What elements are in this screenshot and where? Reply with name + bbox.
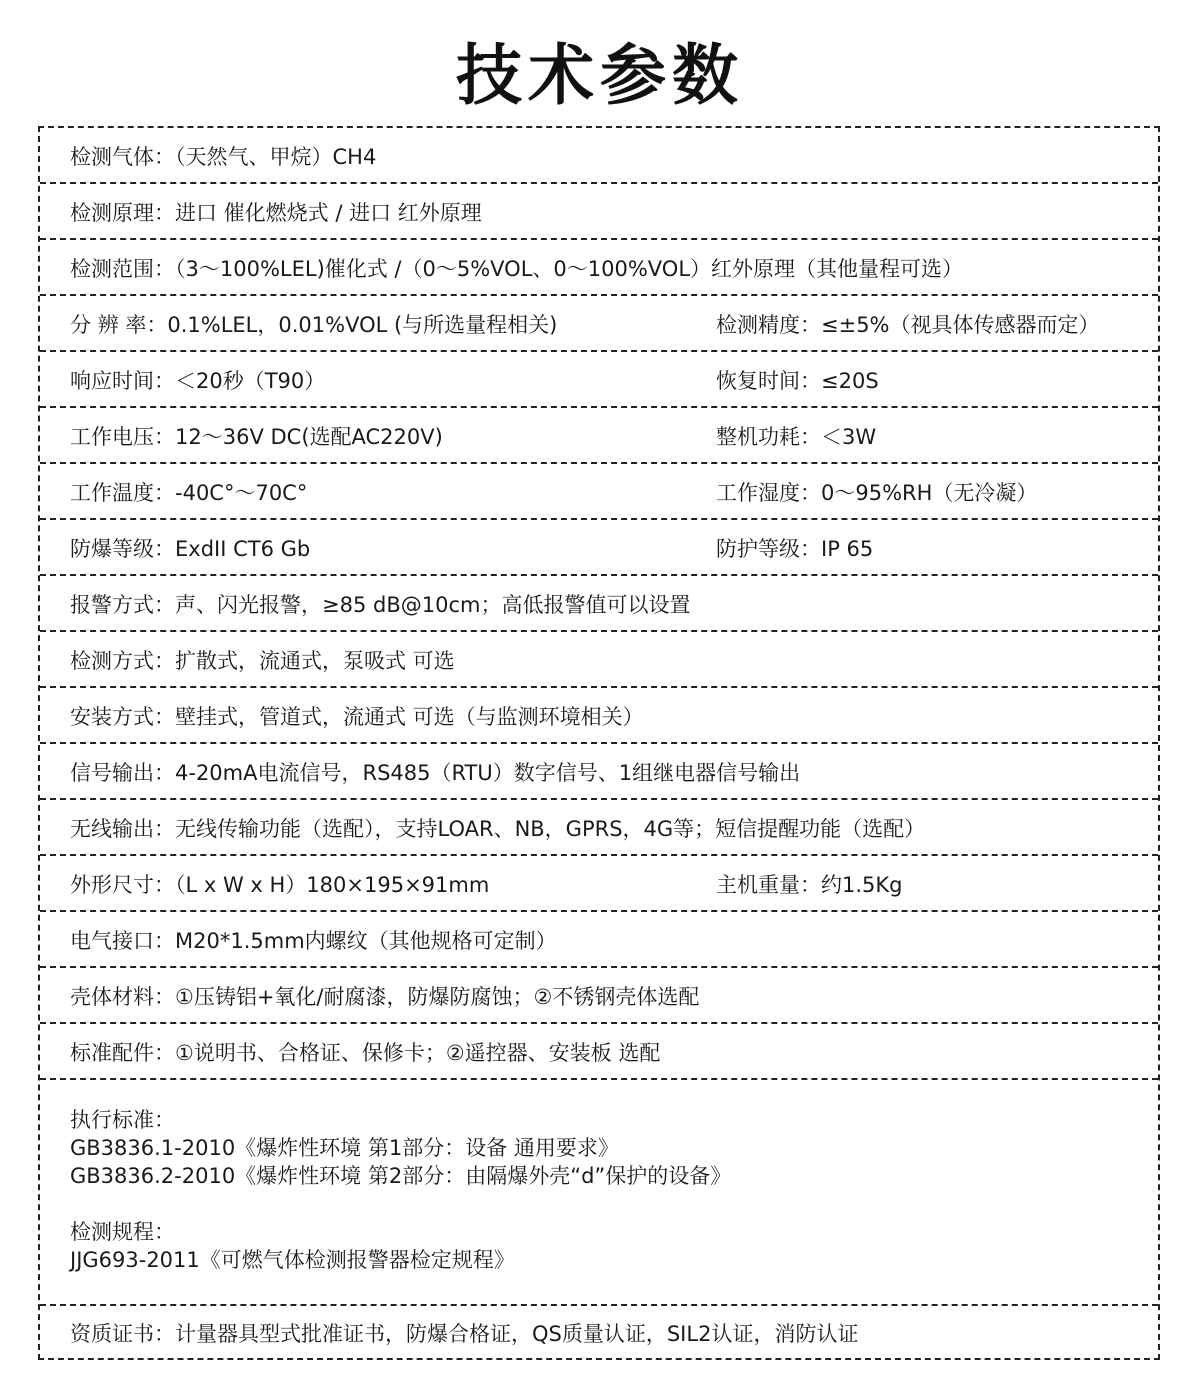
spec-text: 资质证书：计量器具型式批准证书，防爆合格证，QS质量认证，SIL2认证，消防认证 (70, 1322, 859, 1346)
spec-text: 检测精度：≤±5%（视具体传感器而定） (716, 313, 1100, 337)
standards-block (70, 1106, 731, 1274)
spec-row-wireless-output (40, 800, 1158, 856)
spec-text: 检测气体：（天然气、甲烷）CH4 (70, 145, 377, 169)
spec-row-principle (40, 184, 1158, 240)
page-title: 技术参数 (456, 37, 744, 114)
spec-text: 主机重量：约1.5Kg (716, 873, 903, 897)
spec-text: 恢复时间：≤20S (716, 369, 879, 393)
spec-row-certificates (40, 1306, 1158, 1362)
spec-text: 信号输出：4-20mA电流信号，RS485（RTU）数字信号、1组继电器信号输出 (70, 761, 801, 785)
spec-text: 外形尺寸：（L x W x H）180×195×91mm (70, 873, 490, 897)
spec-row-dimensions (40, 856, 1158, 912)
spec-row-voltage (40, 408, 1158, 464)
spec-text: 壳体材料：①压铸铝+氧化/耐腐漆，防爆防腐蚀；②不锈钢壳体选配 (70, 985, 700, 1009)
spec-row-response (40, 352, 1158, 408)
spec-text: 报警方式：声、闪光报警，≥85 dB@10cm；高低报警值可以设置 (70, 593, 691, 617)
spec-row-range (40, 240, 1158, 296)
spec-row-signal-output (40, 744, 1158, 800)
spec-text: 响应时间：＜20秒（T90） (70, 369, 326, 393)
spec-row-accessories (40, 1024, 1158, 1080)
spec-text: 工作温度：-40C°～70C° (70, 481, 308, 505)
spec-row-standards (40, 1080, 1158, 1306)
standards-heading: 执行标准： (70, 1108, 175, 1132)
spec-row-temperature (40, 464, 1158, 520)
spec-text: 防爆等级：ExdII CT6 Gb (70, 537, 311, 561)
spec-row-detection-mode (40, 632, 1158, 688)
spec-text: 检测原理：进口 催化燃烧式 / 进口 红外原理 (70, 201, 482, 225)
spec-text: 工作电压：12～36V DC(选配AC220V) (70, 425, 443, 449)
spec-row-installation (40, 688, 1158, 744)
spec-row-explosion-proof (40, 520, 1158, 576)
standard-line: GB3836.1-2010《爆炸性环境 第1部分：设备 通用要求》 (70, 1136, 619, 1160)
spec-row-resolution (40, 296, 1158, 352)
spec-row-housing-material (40, 968, 1158, 1024)
spec-text: 整机功耗：＜3W (716, 425, 877, 449)
spec-row-alarm (40, 576, 1158, 632)
spec-text: 电气接口：M20*1.5mm内螺纹（其他规格可定制） (70, 929, 557, 953)
procedure-heading: 检测规程： (70, 1220, 175, 1244)
spec-text: 防护等级：IP 65 (716, 537, 874, 561)
spec-text: 无线输出：无线传输功能（选配），支持LOAR、NB，GPRS，4G等；短信提醒功能（选配） (70, 817, 926, 841)
spec-text: 工作湿度：0～95%RH（无冷凝） (716, 481, 1038, 505)
spec-row-electrical-interface (40, 912, 1158, 968)
procedure-line: JJG693-2011《可燃气体检测报警器检定规程》 (70, 1248, 515, 1272)
spec-row-gas (40, 128, 1158, 184)
spec-text: 分 辨 率：0.1%LEL，0.01%VOL (与所选量程相关) (70, 313, 558, 337)
spec-text: 安装方式：壁挂式，管道式，流通式 可选（与监测环境相关） (70, 705, 644, 729)
spec-table (38, 126, 1160, 1360)
spec-text: 检测方式：扩散式，流通式，泵吸式 可选 (70, 649, 455, 673)
spec-text: 标准配件：①说明书、合格证、保修卡；②遥控器、安装板 选配 (70, 1041, 661, 1065)
standard-line: GB3836.2-2010《爆炸性环境 第2部分：由隔爆外壳“d”保护的设备》 (70, 1164, 732, 1188)
spec-text: 检测范围：（3～100%LEL)催化式 /（0～5%VOL、0～100%VOL）红外原理（其他量程可选） (70, 257, 964, 281)
